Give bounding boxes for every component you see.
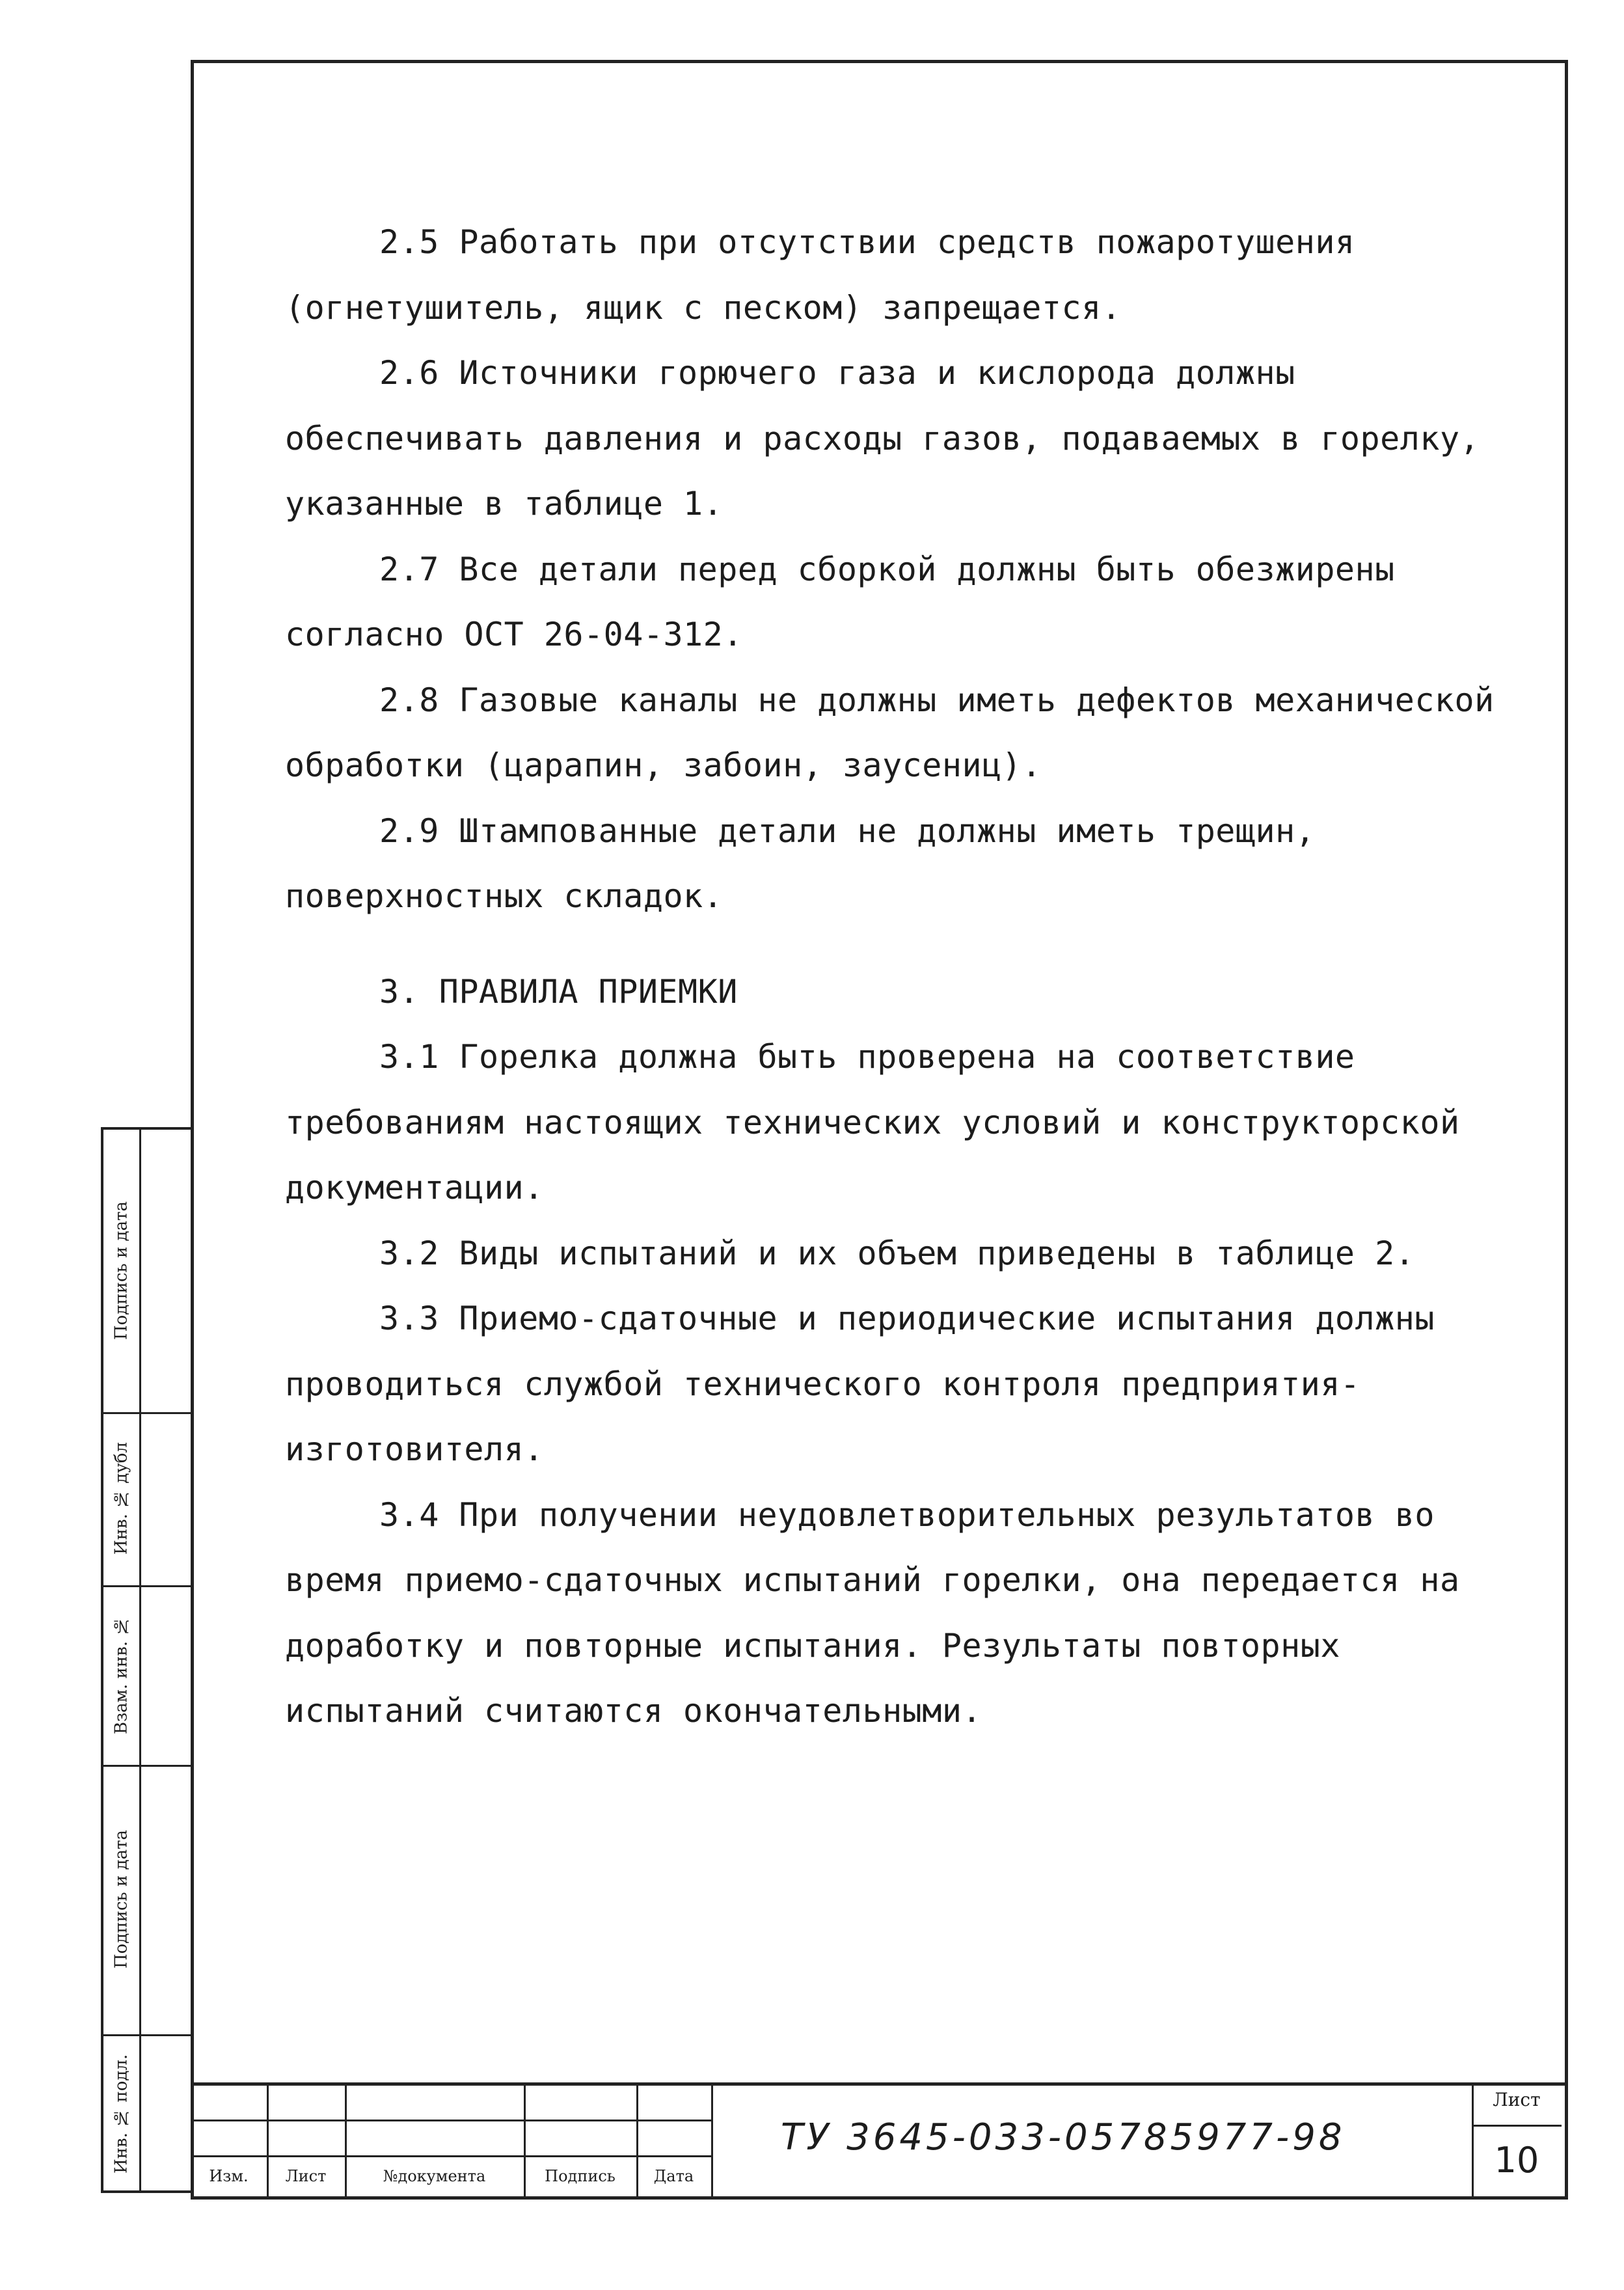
col-sign-caption: Подпись [545, 2167, 616, 2185]
title-block-top-line [191, 2082, 1565, 2086]
paragraph-2-6: 2.6 Источники горючего газа и кислорода должны обеспечивать давления и расходы газов, подаваемых в горелку, указанные в таблице 1. [285, 354, 1480, 523]
side-label-sign-date-top: Подпись и дата [111, 1201, 131, 1341]
paragraph-3-4: 3.4 При получении неудовлетворительных результатов во время приемо-сдаточных испытаний горелки, она передается на доработку и повторные испытания. Результаты повторных испытаний считаются окончательными. [285, 1495, 1460, 1730]
section-3-heading: 3. ПРАВИЛА ПРИЕМКИ [379, 972, 738, 1011]
col-date-caption: Дата [653, 2167, 694, 2185]
paragraph-3-3: 3.3 Приемо-сдаточные и периодические испытания должны проводиться службой технического контроля предприятия-изготовителя. [285, 1300, 1435, 1468]
paragraph-2-7: 2.7 Все детали перед сборкой должны быть обезжирены согласно ОСТ 26-04-312. [285, 550, 1395, 653]
title-block-sheet-divider [1472, 2125, 1562, 2127]
sheet-number: 10 [1494, 2140, 1539, 2181]
side-label-sign-date-bottom: Подпись и дата [111, 1830, 131, 1969]
sheet-label: Лист [1493, 2089, 1541, 2110]
paragraph-2-5: 2.5 Работать при отсутствии средств пожаротушения (огнетушитель, ящик с песком) запрещается. [285, 223, 1355, 327]
paragraph-2-8: 2.8 Газовые каналы не должны иметь дефектов механической обработки (царапин, забоин, заусениц). [285, 681, 1495, 784]
paragraph-3-1: 3.1 Горелка должна быть проверена на соответствие требованиям настоящих технических условий и конструкторской документации. [285, 1038, 1460, 1206]
col-izm-caption: Изм. [209, 2167, 249, 2185]
side-label-vzam-inv: Взам. инв. № [111, 1616, 131, 1734]
side-label-dup-inv: Инв. № дубл [111, 1442, 131, 1555]
title-block-col-line [711, 2082, 713, 2196]
title-block-row-line [191, 2120, 711, 2121]
side-column-divider [139, 1130, 141, 2190]
document-code: ТУ 3645-033-05785977-98 [781, 2116, 1346, 2159]
paragraph-2-9: 2.9 Штампованные детали не должны иметь трещин, поверхностных складок. [285, 811, 1316, 915]
side-stamp-strip [101, 1127, 191, 2193]
title-block-row-line [191, 2155, 711, 2157]
col-doc-caption: №документа [383, 2167, 486, 2185]
paragraph-3-2: 3.2 Виды испытаний и их объем приведены в таблице 2. [379, 1234, 1415, 1272]
section-gap [285, 929, 1528, 959]
side-label-orig-inv: Инв. № подл. [111, 2054, 131, 2174]
document-body [285, 210, 1528, 1744]
col-list-caption: Лист [285, 2167, 327, 2185]
